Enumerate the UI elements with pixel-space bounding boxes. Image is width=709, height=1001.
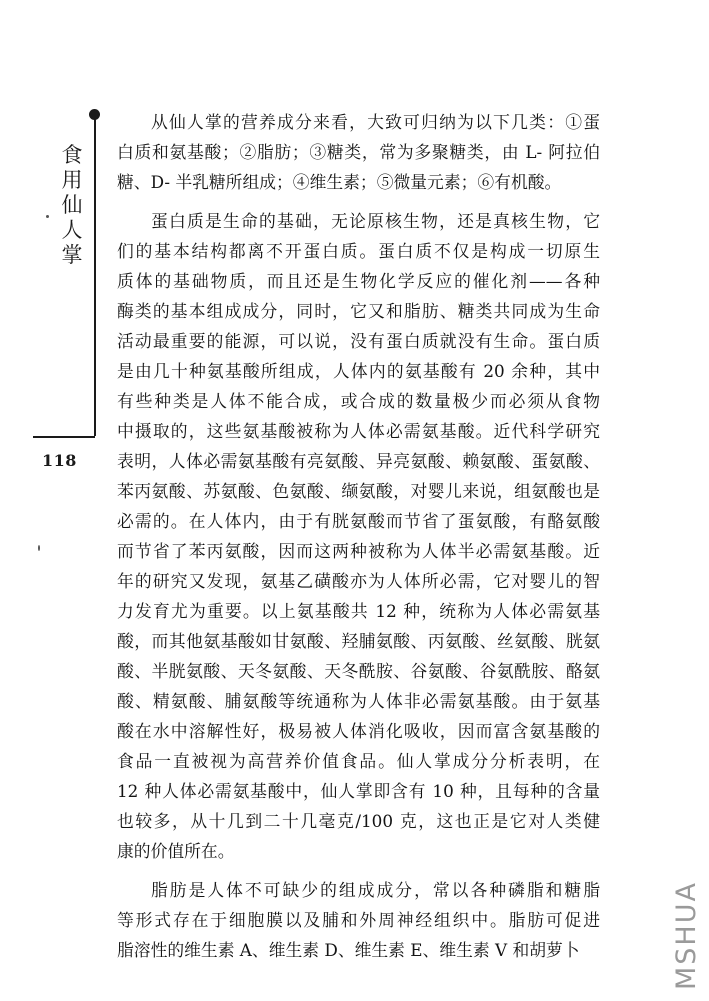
text-line: 酸，而其他氨基酸如甘氨酸、羟脯氨酸、丙氨酸、丝氨酸、胱氨: [117, 631, 600, 651]
text-line: 年的研究又发现，氨基乙磺酸亦为人体所必需，它对婴儿的智: [117, 571, 600, 591]
book-title-char: 掌: [61, 243, 83, 267]
text-line: 质体的基础物质，而且还是生物化学反应的催化剂——各种: [117, 271, 600, 291]
text-line: 从仙人掌的营养成分来看，大致可归纳为以下几类：①蛋: [151, 112, 600, 132]
scan-speck: [46, 215, 49, 218]
margin-rule-vertical: [94, 114, 96, 436]
running-book-title: [57, 143, 87, 268]
text-line: 活动最重要的能源，可以说，没有蛋白质就没有生命。蛋白质: [117, 331, 600, 351]
text-line: 脂肪是人体不可缺少的组成成分，常以各种磷脂和糖脂: [151, 880, 600, 900]
text-line: 苯丙氨酸、苏氨酸、色氨酸、缬氨酸，对婴儿来说，组氨酸也是: [117, 481, 600, 501]
scan-speck: [38, 545, 40, 551]
text-line: 酶类的基本组成成分，同时，它又和脂肪、糖类共同成为生命: [117, 301, 600, 321]
text-line: 力发育尤为重要。以上氨基酸共 12 种，统称为人体必需氨基: [117, 601, 600, 621]
body-text: [117, 107, 600, 965]
paragraph: [117, 206, 600, 866]
text-line: 白质和氨基酸；②脂肪；③糖类，常为多聚糖类，由 L- 阿拉伯: [117, 142, 600, 162]
watermark: MSHUA: [671, 881, 702, 990]
book-title-char: 食: [61, 143, 83, 167]
text-line: 而节省了苯丙氨酸，因而这两种被称为人体半必需氨基酸。近: [117, 541, 600, 561]
book-title-char: 人: [61, 218, 83, 242]
text-line: 康的价值所在。: [117, 841, 235, 861]
book-title-char: 用: [61, 168, 83, 192]
text-line: 12 种人体必需氨基酸中，仙人掌即含有 10 种，且每种的含量: [117, 781, 600, 801]
page-number: 118: [42, 451, 77, 470]
margin-rule-horizontal: [33, 436, 95, 438]
book-title-char: 仙: [61, 193, 83, 217]
paragraph: [117, 107, 600, 197]
text-line: 有些种类是人体不能合成，或合成的数量极少而必须从食物: [117, 391, 600, 411]
text-line: 食品一直被视为高营养价值食品。仙人掌成分分析表明，在: [117, 751, 600, 771]
text-line: 必需的。在人体内，由于有胱氨酸而节省了蛋氨酸，有酪氨酸: [117, 511, 600, 531]
text-line: 表明，人体必需氨基酸有亮氨酸、异亮氨酸、赖氨酸、蛋氨酸、: [117, 451, 600, 471]
text-line: 蛋白质是生命的基础，无论原核生物，还是真核生物，它: [151, 211, 600, 231]
text-line: 糖、D- 半乳糖所组成；④维生素；⑤微量元素；⑥有机酸。: [117, 172, 562, 192]
text-line: 酸、半胱氨酸、天冬氨酸、天冬酰胺、谷氨酸、谷氨酰胺、酪氨: [117, 661, 600, 681]
text-line: 也较多，从十几到二十几毫克/100 克，这也正是它对人类健: [117, 811, 600, 831]
text-line: 脂溶性的维生素 A、维生素 D、维生素 E、维生素 V 和胡萝卜: [117, 940, 580, 960]
text-line: 们的基本结构都离不开蛋白质。蛋白质不仅是构成一切原生: [117, 241, 600, 261]
text-line: 是由几十种氨基酸所组成，人体内的氨基酸有 20 余种，其中: [117, 361, 600, 381]
text-line: 中摄取的，这些氨基酸被称为人体必需氨基酸。近代科学研究: [117, 421, 600, 441]
text-line: 酸在水中溶解性好，极易被人体消化吸收，因而富含氨基酸的: [117, 721, 600, 741]
text-line: 等形式存在于细胞膜以及脯和外周神经组织中。脂肪可促进: [117, 910, 600, 930]
text-line: 酸、精氨酸、脯氨酸等统通称为人体非必需氨基酸。由于氨基: [117, 691, 600, 711]
paragraph-container: [117, 107, 600, 965]
paragraph: [117, 875, 600, 965]
